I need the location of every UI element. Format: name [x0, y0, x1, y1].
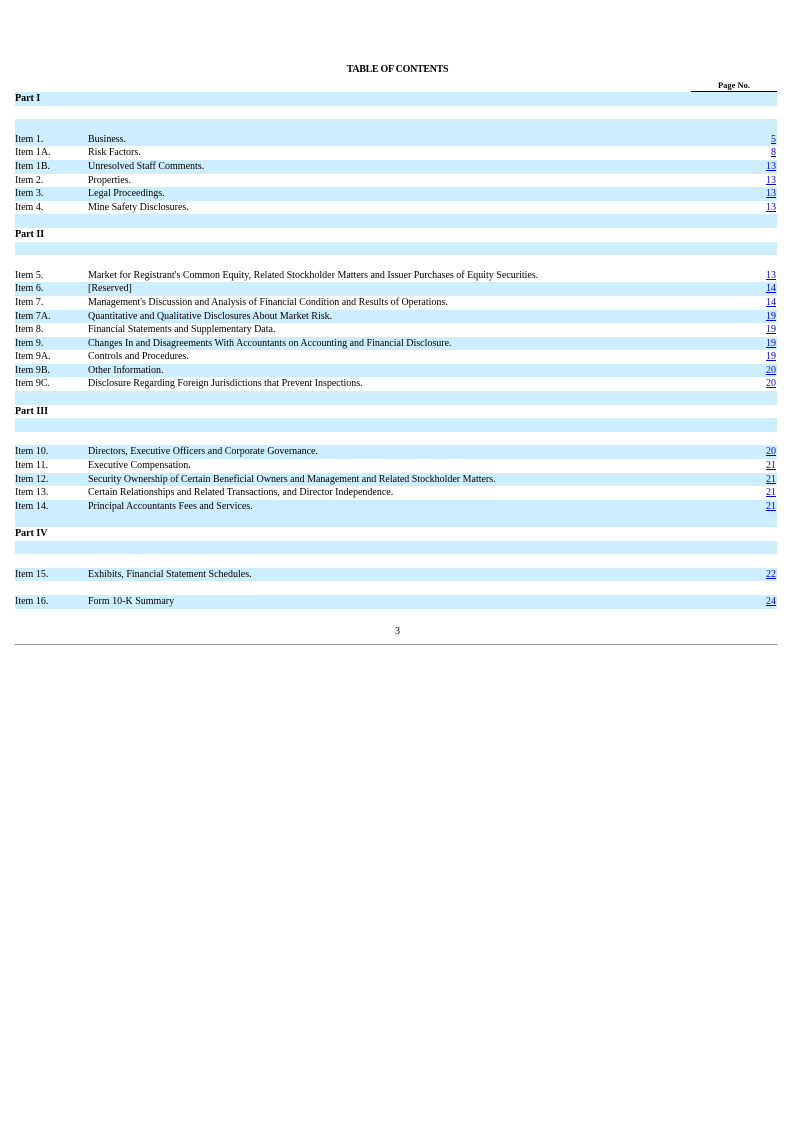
part-header-row [15, 527, 777, 541]
item-number: Item 1. [15, 133, 44, 145]
table-row [15, 323, 777, 337]
table-row [15, 160, 777, 174]
item-description: Form 10-K Summary [88, 595, 175, 607]
item-number: Item 9A. [15, 351, 51, 363]
item-description: Changes In and Disagreements With Accountants on Accounting and Financial Disclosure. [88, 337, 452, 349]
item-number: Item 4. [15, 201, 44, 213]
table-row [15, 310, 777, 324]
item-number: Item 3. [15, 188, 44, 200]
table-row [15, 473, 777, 487]
table-row [15, 350, 777, 364]
page-link[interactable]: 19 [766, 351, 776, 363]
table-row [15, 445, 777, 459]
page-link[interactable]: 20 [766, 378, 776, 390]
page-link[interactable]: 13 [766, 201, 776, 213]
item-number: Item 12. [15, 473, 49, 485]
spacer-row [15, 541, 777, 555]
page-link[interactable]: 19 [766, 337, 776, 349]
page-link[interactable]: 21 [766, 500, 776, 512]
page-link[interactable]: 13 [766, 174, 776, 186]
table-row [15, 269, 777, 283]
item-number: Item 11. [15, 460, 48, 472]
item-description: [Reserved] [88, 283, 132, 295]
item-number: Item 15. [15, 568, 49, 580]
page-number: 3 [395, 626, 400, 637]
item-description: Mine Safety Disclosures. [88, 201, 189, 213]
part-header-row [15, 92, 777, 106]
table-row [15, 296, 777, 310]
part-label: Part IV [15, 528, 48, 539]
item-number: Item 13. [15, 487, 49, 499]
page-link[interactable]: 24 [766, 595, 776, 607]
item-number: Item 1A. [15, 147, 51, 159]
item-description: Legal Proceedings. [88, 188, 165, 200]
spacer-row [15, 119, 777, 133]
item-number: Item 10. [15, 446, 49, 458]
table-row [15, 282, 777, 296]
table-row [15, 201, 777, 215]
item-description: Executive Compensation. [88, 460, 191, 472]
part-label: Part I [15, 93, 41, 104]
item-description: Security Ownership of Certain Beneficial Owners and Management and Related Stockholder Matters. [88, 473, 496, 485]
item-number: Item 16. [15, 595, 49, 607]
spacer-row [15, 581, 777, 595]
item-number: Item 8. [15, 324, 44, 336]
table-row [15, 187, 777, 201]
page-link[interactable]: 22 [766, 568, 776, 580]
table-row [15, 459, 777, 473]
page-link[interactable]: 21 [766, 460, 776, 472]
page-link[interactable]: 8 [771, 147, 776, 159]
item-description: Risk Factors. [88, 147, 141, 159]
page-link[interactable]: 21 [766, 473, 776, 485]
table-row [15, 486, 777, 500]
page-link[interactable]: 5 [771, 133, 776, 145]
spacer-row [15, 242, 777, 256]
spacer-row [15, 432, 777, 446]
page-link[interactable]: 13 [766, 188, 776, 200]
page-link[interactable]: 14 [766, 283, 776, 295]
part-header-row [15, 405, 777, 419]
page-no-column-header: Page No. [691, 80, 777, 92]
spacer-row [15, 418, 777, 432]
page-link[interactable]: 21 [766, 487, 776, 499]
item-description: Financial Statements and Supplementary Data. [88, 324, 276, 336]
item-number: Item 2. [15, 174, 44, 186]
item-number: Item 14. [15, 500, 49, 512]
item-number: Item 7. [15, 296, 44, 308]
table-row [15, 146, 777, 160]
item-number: Item 7A. [15, 310, 51, 322]
table-row [15, 174, 777, 188]
item-number: Item 9. [15, 337, 44, 349]
item-description: Directors, Executive Officers and Corporate Governance. [88, 446, 318, 458]
item-number: Item 9B. [15, 364, 50, 376]
item-description: Controls and Procedures. [88, 351, 189, 363]
page-link[interactable]: 13 [766, 269, 776, 281]
item-number: Item 6. [15, 283, 44, 295]
part-header-row [15, 228, 777, 242]
table-row [15, 364, 777, 378]
spacer-row [15, 554, 777, 568]
item-description: Disclosure Regarding Foreign Jurisdictions that Prevent Inspections. [88, 378, 363, 390]
page-link[interactable]: 20 [766, 364, 776, 376]
item-description: Unresolved Staff Comments. [88, 160, 205, 172]
footer-divider [15, 644, 777, 645]
item-description: Management's Discussion and Analysis of Financial Condition and Results of Operations. [88, 296, 448, 308]
item-description: Properties. [88, 174, 132, 186]
table-row [15, 500, 777, 514]
spacer-row [15, 106, 777, 120]
page-link[interactable]: 19 [766, 310, 776, 322]
table-row [15, 595, 777, 609]
page-link[interactable]: 20 [766, 446, 776, 458]
item-number: Item 1B. [15, 160, 50, 172]
item-description: Certain Relationships and Related Transactions, and Director Independence. [88, 487, 394, 499]
page-link[interactable]: 19 [766, 324, 776, 336]
page-title: TABLE OF CONTENTS [346, 64, 449, 75]
spacer-row [15, 214, 777, 228]
part-label: Part II [15, 228, 45, 240]
table-row [15, 337, 777, 351]
table-row [15, 377, 777, 391]
item-description: Business. [88, 133, 127, 145]
item-description: Exhibits, Financial Statement Schedules. [88, 568, 252, 580]
item-description: Quantitative and Qualitative Disclosures About Market Risk. [88, 310, 333, 322]
item-description: Market for Registrant's Common Equity, Related Stockholder Matters and Issuer Purchases of Equity Securities. [88, 269, 539, 281]
table-of-contents [15, 92, 777, 609]
item-description: Principal Accountants Fees and Services. [88, 500, 253, 512]
part-label: Part III [15, 405, 49, 417]
table-row [15, 568, 777, 582]
spacer-row [15, 513, 777, 527]
item-description: Other Information. [88, 364, 164, 376]
spacer-row [15, 391, 777, 405]
item-number: Item 5. [15, 269, 44, 281]
page-link[interactable]: 13 [766, 160, 776, 172]
page-link[interactable]: 14 [766, 296, 776, 308]
spacer-row [15, 255, 777, 269]
table-row [15, 133, 777, 147]
item-number: Item 9C. [15, 378, 50, 390]
